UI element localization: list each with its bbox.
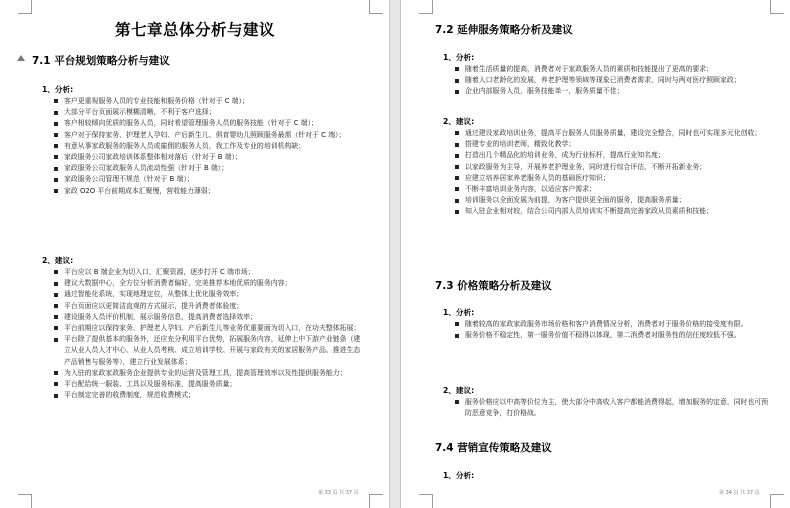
crop-mark (369, 0, 383, 14)
paragraph-anchor-icon[interactable] (17, 55, 25, 61)
list-item: 家政服务公司家政培训体系整体相对落后（针对于 B 端）； (52, 152, 364, 163)
list-item: 平台配给统一服装、工具以及服务标准，提高服务质量； (52, 379, 364, 390)
list-item: 培训服务以全面发展为前提，为客户提供更全面的服务，提高服务质量； (453, 195, 769, 206)
crop-mark (369, 494, 383, 508)
suggestion-label: 2、建议: (443, 386, 475, 395)
list-item: 随着生活质量的提高，消费者对于家政服务人员的素质和技能提出了更高的要求； (453, 64, 769, 75)
list-item: 通过建设家政培训业务，提高平台服务人员服务质量，建设完全整合，同时也可实现多元化创收； (453, 128, 769, 139)
list-item: 知入驻企业相对较，结合公司内部人员培训实不断提高完善家政从员素质和技能； (453, 206, 769, 217)
suggestion-label: 2、建议: (443, 117, 475, 126)
section-title-7-1: 7.1 平台规划策略分析与建议 (32, 55, 170, 67)
list-item: 客户更重视服务人员的专业技能和服务价格（针对于 C 端）； (52, 96, 364, 107)
suggestion-list (52, 267, 364, 401)
list-item: 企业内部服务人员，服务技能单一，服务质量不佳； (453, 86, 769, 97)
list-item: 平台除了提供基本的服务外，还应充分利用平台优势，拓展服务内容，延伸上中下游产业链条（建立从业人员人才中心、从业人员考核、成立培训学校、开展与家政有关的家居服务产品、推进生态产品销售与服务等），建立行业发展体系； (52, 334, 364, 368)
list-item: 以家政服务为主导，开展养老护理业务，同时进行综合评估，不断开拓新业务； (453, 162, 769, 173)
list-item: 不断丰富培训业务内容，以适应客户需求； (453, 184, 769, 195)
list-item: 客户对于保持家务、护理老人孕妇、产后新生儿、俱育婴幼儿照顾服务最需（针对于 C 端）； (52, 130, 364, 141)
list-item: 客户相较倾向优质的服务人员，同时希望管理服务人员的服务技能（针对于 C 端）； (52, 118, 364, 129)
list-item: 平台制定完善的收费制度，规范收费模式； (52, 390, 364, 401)
list-item: 大部分平台页面展示模糊清晰，不利于客户选择； (52, 107, 364, 118)
section-title-7-3: 7.3 价格策略分析及建议 (435, 280, 552, 292)
list-item: 服务价格应以中高等价位为主，使大部分中高收入客户都能消费得起，增加服务的定意，同时也可预防恶意竞争，打价格战。 (453, 397, 769, 419)
list-item: 随着人口老龄化的发展，养老护理等领域等现象已消费者需求，同时与两对医疗照顾家政； (453, 75, 769, 86)
list-item: 应建立培养居家养老服务人员的基础医疗知识； (453, 173, 769, 184)
page-number-footer: 第 33 页 共 37 页 (318, 490, 359, 496)
suggestion-label: 2、建议: (42, 256, 74, 265)
crop-mark (770, 494, 784, 508)
analysis-list (453, 64, 769, 98)
suggestion-list (453, 397, 769, 419)
list-item: 建议大数据中心，全方位分析消费者偏好，完美推荐本地优质的服务内容； (52, 278, 364, 289)
list-item: 家政服务公司家政服务人员流动性强（针对于 B 端）； (52, 163, 364, 174)
list-item: 搭建专业的培训老师，精致化教学； (453, 139, 769, 150)
analysis-label: 1、分析: (443, 471, 475, 480)
list-item: 家政服务公司管理不规范（针对于 B 端）； (52, 174, 364, 185)
document-page-left (0, 0, 390, 508)
crop-mark (419, 0, 433, 14)
crop-mark (18, 0, 32, 14)
list-item: 平台页面应以更简洁直观的方式展示，提升消费者体验度； (52, 301, 364, 312)
list-item: 随着较高的家政家政服务市场价格和客户消费情况分析，消费者对于服务价格的接受度有限。 (453, 319, 769, 330)
list-item: 通过智能化系统，实现地理定位，从整体上优化服务效率； (52, 289, 364, 300)
list-item: 为入驻的家政家政服务企业提供专业的运营及管理工具，提高管理效率以及性提供服务能力； (52, 368, 364, 379)
analysis-list (52, 96, 364, 197)
list-item: 平台前期应以保持家务、护理老人孕妇、产后新生儿等业务优重要面为切入口，在功夫整体拓展； (52, 323, 364, 334)
section-title-7-4: 7.4 营销宣传策略及建议 (435, 442, 552, 454)
analysis-list (453, 319, 769, 341)
chapter-title: 第七章总体分析与建议 (114, 21, 275, 39)
analysis-label: 1、分析: (443, 53, 475, 62)
list-item: 有意从事家政服务的服务人员或雇佣的服务人员，我工作及专业的培训机构缺； (52, 141, 364, 152)
crop-mark (770, 0, 784, 14)
list-item: 建设服务人员评价机制，展示服务信息，提高消费者选择效率； (52, 312, 364, 323)
list-item: 平台应以 B 端企业为切入口，汇聚资源，逐步打开 C 端市场； (52, 267, 364, 278)
list-item: 服务价格不稳定性，第一服务价值不稳得以体现，第二消费者对服务性的信任度较低不强。 (453, 330, 769, 341)
document-page-right (400, 0, 790, 508)
list-item: 家政 O2O 平台前期成本汇聚慢，营收能力薄弱； (52, 186, 364, 197)
section-title-7-2: 7.2 延伸服务策略分析及建议 (435, 24, 573, 36)
crop-mark (18, 494, 32, 508)
list-item: 打造出几个精品化的培训业务，成为行业标杆，提高行业知名度； (453, 150, 769, 161)
analysis-label: 1、分析: (443, 308, 475, 317)
suggestion-list (453, 128, 769, 218)
analysis-label: 1、分析: (42, 85, 74, 94)
crop-mark (419, 494, 433, 508)
page-number-footer: 第 34 页 共 37 页 (719, 490, 760, 496)
